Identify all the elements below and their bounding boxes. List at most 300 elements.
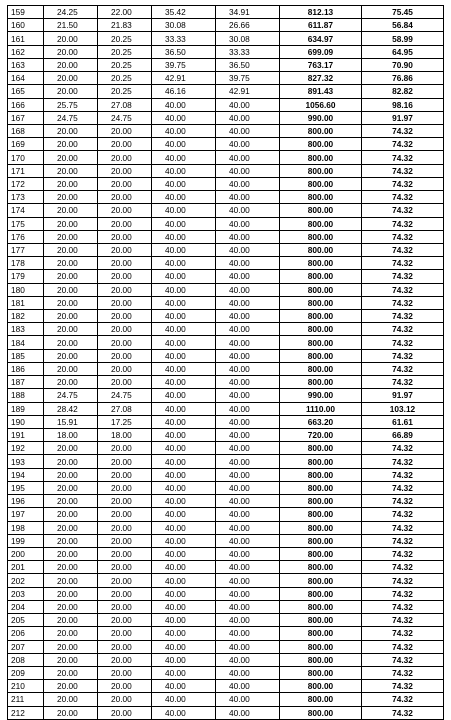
- value-cell: 20.00: [44, 204, 98, 217]
- table-row: [8, 653, 444, 666]
- value-cell: 40.00: [216, 706, 280, 719]
- value-cell: 40.00: [152, 349, 216, 362]
- value-cell: 34.91: [216, 6, 280, 19]
- total-cell: 812.13: [280, 6, 362, 19]
- value-cell: 20.00: [44, 32, 98, 45]
- value-cell: 20.00: [44, 442, 98, 455]
- value-cell: 40.00: [216, 296, 280, 309]
- value-cell: 40.00: [216, 230, 280, 243]
- value-cell: 20.00: [98, 164, 152, 177]
- value-cell: 20.00: [44, 627, 98, 640]
- row-index-cell: 181: [8, 296, 44, 309]
- value-cell: 40.00: [152, 270, 216, 283]
- total-cell: 74.32: [362, 561, 444, 574]
- total-cell: 64.95: [362, 45, 444, 58]
- table-row: [8, 323, 444, 336]
- total-cell: 91.97: [362, 389, 444, 402]
- value-cell: 40.00: [216, 243, 280, 256]
- total-cell: 611.87: [280, 19, 362, 32]
- value-cell: 20.25: [98, 85, 152, 98]
- value-cell: 40.00: [216, 442, 280, 455]
- total-cell: 800.00: [280, 693, 362, 706]
- total-cell: 76.86: [362, 72, 444, 85]
- value-cell: 40.00: [152, 415, 216, 428]
- value-cell: 20.00: [98, 177, 152, 190]
- row-index-cell: 170: [8, 151, 44, 164]
- value-cell: 36.50: [152, 45, 216, 58]
- value-cell: 20.00: [44, 58, 98, 71]
- value-cell: 20.00: [44, 614, 98, 627]
- value-cell: 40.00: [216, 283, 280, 296]
- total-cell: 74.32: [362, 310, 444, 323]
- value-cell: 40.00: [216, 614, 280, 627]
- value-cell: 20.00: [98, 336, 152, 349]
- table-row: [8, 32, 444, 45]
- row-index-cell: 173: [8, 191, 44, 204]
- total-cell: 74.32: [362, 270, 444, 283]
- value-cell: 20.00: [98, 534, 152, 547]
- value-cell: 21.83: [98, 19, 152, 32]
- value-cell: 40.00: [152, 561, 216, 574]
- table-row: [8, 151, 444, 164]
- value-cell: 24.75: [98, 111, 152, 124]
- table-row: [8, 45, 444, 58]
- value-cell: 28.42: [44, 402, 98, 415]
- value-cell: 39.75: [152, 58, 216, 71]
- table-row: [8, 627, 444, 640]
- value-cell: 40.00: [216, 177, 280, 190]
- row-index-cell: 175: [8, 217, 44, 230]
- row-index-cell: 200: [8, 547, 44, 560]
- total-cell: 800.00: [280, 336, 362, 349]
- row-index-cell: 171: [8, 164, 44, 177]
- value-cell: 20.25: [98, 32, 152, 45]
- value-cell: 20.00: [98, 151, 152, 164]
- row-index-cell: 186: [8, 362, 44, 375]
- row-index-cell: 182: [8, 310, 44, 323]
- value-cell: 40.00: [152, 191, 216, 204]
- value-cell: 40.00: [152, 680, 216, 693]
- value-cell: 20.25: [98, 45, 152, 58]
- row-index-cell: 194: [8, 468, 44, 481]
- total-cell: 74.32: [362, 521, 444, 534]
- value-cell: 20.00: [44, 336, 98, 349]
- total-cell: 800.00: [280, 164, 362, 177]
- value-cell: 27.08: [98, 98, 152, 111]
- value-cell: 20.00: [98, 587, 152, 600]
- row-index-cell: 164: [8, 72, 44, 85]
- table-row: [8, 217, 444, 230]
- total-cell: 74.32: [362, 349, 444, 362]
- value-cell: 24.25: [44, 6, 98, 19]
- value-cell: 20.00: [98, 574, 152, 587]
- value-cell: 20.00: [98, 349, 152, 362]
- row-index-cell: 189: [8, 402, 44, 415]
- value-cell: 40.00: [152, 376, 216, 389]
- table-row: [8, 310, 444, 323]
- value-cell: 20.00: [98, 455, 152, 468]
- row-index-cell: 161: [8, 32, 44, 45]
- value-cell: 20.00: [98, 693, 152, 706]
- value-cell: 40.00: [216, 627, 280, 640]
- value-cell: 40.00: [152, 389, 216, 402]
- row-index-cell: 195: [8, 481, 44, 494]
- total-cell: 800.00: [280, 177, 362, 190]
- value-cell: 20.00: [44, 680, 98, 693]
- total-cell: 56.84: [362, 19, 444, 32]
- total-cell: 699.09: [280, 45, 362, 58]
- value-cell: 40.00: [216, 204, 280, 217]
- value-cell: 40.00: [152, 455, 216, 468]
- value-cell: 40.00: [216, 415, 280, 428]
- table-row: [8, 177, 444, 190]
- value-cell: 20.00: [44, 164, 98, 177]
- table-row: [8, 98, 444, 111]
- value-cell: 40.00: [216, 468, 280, 481]
- row-index-cell: 159: [8, 6, 44, 19]
- table-row: [8, 534, 444, 547]
- value-cell: 40.00: [216, 402, 280, 415]
- total-cell: 74.32: [362, 693, 444, 706]
- value-cell: 20.00: [98, 270, 152, 283]
- table-row: [8, 19, 444, 32]
- value-cell: 20.00: [98, 442, 152, 455]
- value-cell: 20.00: [44, 376, 98, 389]
- table-row: [8, 270, 444, 283]
- value-cell: 42.91: [152, 72, 216, 85]
- value-cell: 40.00: [216, 98, 280, 111]
- value-cell: 20.00: [98, 706, 152, 719]
- value-cell: 40.00: [216, 600, 280, 613]
- total-cell: 74.32: [362, 706, 444, 719]
- value-cell: 40.00: [216, 481, 280, 494]
- row-index-cell: 210: [8, 680, 44, 693]
- total-cell: 990.00: [280, 111, 362, 124]
- total-cell: 800.00: [280, 230, 362, 243]
- total-cell: 74.32: [362, 442, 444, 455]
- value-cell: 20.00: [98, 627, 152, 640]
- row-index-cell: 163: [8, 58, 44, 71]
- total-cell: 82.82: [362, 85, 444, 98]
- table-row: [8, 561, 444, 574]
- value-cell: 20.00: [98, 614, 152, 627]
- total-cell: 800.00: [280, 217, 362, 230]
- value-cell: 30.08: [152, 19, 216, 32]
- value-cell: 20.00: [98, 376, 152, 389]
- value-cell: 40.00: [216, 257, 280, 270]
- value-cell: 35.42: [152, 6, 216, 19]
- row-index-cell: 192: [8, 442, 44, 455]
- value-cell: 20.00: [98, 481, 152, 494]
- row-index-cell: 209: [8, 666, 44, 679]
- table-row: [8, 429, 444, 442]
- value-cell: 24.75: [44, 111, 98, 124]
- row-index-cell: 196: [8, 495, 44, 508]
- total-cell: 74.32: [362, 508, 444, 521]
- value-cell: 40.00: [152, 640, 216, 653]
- row-index-cell: 178: [8, 257, 44, 270]
- value-cell: 40.00: [152, 164, 216, 177]
- total-cell: 74.32: [362, 666, 444, 679]
- total-cell: 74.32: [362, 640, 444, 653]
- value-cell: 20.00: [44, 574, 98, 587]
- value-cell: 20.00: [44, 230, 98, 243]
- total-cell: 800.00: [280, 362, 362, 375]
- total-cell: 800.00: [280, 614, 362, 627]
- row-index-cell: 185: [8, 349, 44, 362]
- total-cell: 74.32: [362, 600, 444, 613]
- row-index-cell: 172: [8, 177, 44, 190]
- table-row: [8, 600, 444, 613]
- row-index-cell: 168: [8, 124, 44, 137]
- value-cell: 33.33: [216, 45, 280, 58]
- value-cell: 40.00: [216, 561, 280, 574]
- total-cell: 800.00: [280, 191, 362, 204]
- value-cell: 20.00: [98, 495, 152, 508]
- total-cell: 763.17: [280, 58, 362, 71]
- total-cell: 800.00: [280, 521, 362, 534]
- value-cell: 40.00: [152, 600, 216, 613]
- row-index-cell: 184: [8, 336, 44, 349]
- row-index-cell: 211: [8, 693, 44, 706]
- value-cell: 20.00: [44, 455, 98, 468]
- value-cell: 20.00: [98, 653, 152, 666]
- value-cell: 40.00: [152, 653, 216, 666]
- value-cell: 20.00: [98, 124, 152, 137]
- value-cell: 20.00: [98, 680, 152, 693]
- total-cell: 800.00: [280, 310, 362, 323]
- value-cell: 40.00: [152, 574, 216, 587]
- value-cell: 20.00: [44, 653, 98, 666]
- table-row: [8, 72, 444, 85]
- value-cell: 20.00: [98, 296, 152, 309]
- total-cell: 74.32: [362, 627, 444, 640]
- value-cell: 40.00: [216, 349, 280, 362]
- value-cell: 40.00: [216, 455, 280, 468]
- data-table: [7, 5, 444, 720]
- value-cell: 20.00: [98, 257, 152, 270]
- value-cell: 33.33: [152, 32, 216, 45]
- table-row: [8, 111, 444, 124]
- value-cell: 20.00: [44, 177, 98, 190]
- value-cell: 20.00: [44, 600, 98, 613]
- value-cell: 20.00: [44, 521, 98, 534]
- value-cell: 17.25: [98, 415, 152, 428]
- value-cell: 20.00: [44, 640, 98, 653]
- total-cell: 74.32: [362, 296, 444, 309]
- total-cell: 800.00: [280, 257, 362, 270]
- value-cell: 26.66: [216, 19, 280, 32]
- total-cell: 800.00: [280, 574, 362, 587]
- value-cell: 30.08: [216, 32, 280, 45]
- value-cell: 40.00: [152, 243, 216, 256]
- row-index-cell: 162: [8, 45, 44, 58]
- value-cell: 40.00: [216, 151, 280, 164]
- value-cell: 22.00: [98, 6, 152, 19]
- value-cell: 40.00: [216, 547, 280, 560]
- value-cell: 20.00: [44, 693, 98, 706]
- total-cell: 74.32: [362, 653, 444, 666]
- total-cell: 800.00: [280, 481, 362, 494]
- row-index-cell: 166: [8, 98, 44, 111]
- value-cell: 20.00: [98, 217, 152, 230]
- total-cell: 74.32: [362, 455, 444, 468]
- row-index-cell: 174: [8, 204, 44, 217]
- value-cell: 40.00: [216, 429, 280, 442]
- row-index-cell: 206: [8, 627, 44, 640]
- table-row: [8, 547, 444, 560]
- table-row: [8, 376, 444, 389]
- table-row: [8, 6, 444, 19]
- value-cell: 20.00: [44, 243, 98, 256]
- table-row: [8, 666, 444, 679]
- value-cell: 20.00: [44, 362, 98, 375]
- total-cell: 74.32: [362, 257, 444, 270]
- value-cell: 20.00: [98, 468, 152, 481]
- total-cell: 74.32: [362, 164, 444, 177]
- value-cell: 21.50: [44, 19, 98, 32]
- total-cell: 74.32: [362, 481, 444, 494]
- table-row: [8, 693, 444, 706]
- value-cell: 20.00: [98, 666, 152, 679]
- value-cell: 40.00: [216, 666, 280, 679]
- value-cell: 20.00: [44, 124, 98, 137]
- value-cell: 40.00: [152, 666, 216, 679]
- table-row: [8, 614, 444, 627]
- value-cell: 40.00: [152, 547, 216, 560]
- value-cell: 20.00: [98, 521, 152, 534]
- value-cell: 20.00: [44, 310, 98, 323]
- table-row: [8, 442, 444, 455]
- value-cell: 24.75: [98, 389, 152, 402]
- value-cell: 20.00: [98, 600, 152, 613]
- row-index-cell: 205: [8, 614, 44, 627]
- table-row: [8, 138, 444, 151]
- total-cell: 74.32: [362, 323, 444, 336]
- total-cell: 74.32: [362, 243, 444, 256]
- value-cell: 20.00: [44, 257, 98, 270]
- value-cell: 25.75: [44, 98, 98, 111]
- total-cell: 800.00: [280, 204, 362, 217]
- value-cell: 40.00: [152, 481, 216, 494]
- total-cell: 74.32: [362, 124, 444, 137]
- value-cell: 20.00: [44, 349, 98, 362]
- total-cell: 74.32: [362, 362, 444, 375]
- row-index-cell: 197: [8, 508, 44, 521]
- value-cell: 20.00: [98, 323, 152, 336]
- row-index-cell: 165: [8, 85, 44, 98]
- total-cell: 800.00: [280, 283, 362, 296]
- value-cell: 20.00: [98, 561, 152, 574]
- total-cell: 1056.60: [280, 98, 362, 111]
- value-cell: 27.08: [98, 402, 152, 415]
- total-cell: 800.00: [280, 495, 362, 508]
- total-cell: 891.43: [280, 85, 362, 98]
- value-cell: 20.00: [98, 547, 152, 560]
- row-index-cell: 187: [8, 376, 44, 389]
- total-cell: 800.00: [280, 680, 362, 693]
- row-index-cell: 199: [8, 534, 44, 547]
- row-index-cell: 190: [8, 415, 44, 428]
- total-cell: 800.00: [280, 138, 362, 151]
- row-index-cell: 169: [8, 138, 44, 151]
- row-index-cell: 202: [8, 574, 44, 587]
- value-cell: 40.00: [152, 217, 216, 230]
- total-cell: 74.32: [362, 574, 444, 587]
- total-cell: 61.61: [362, 415, 444, 428]
- value-cell: 20.00: [98, 230, 152, 243]
- total-cell: 800.00: [280, 508, 362, 521]
- table-row: [8, 468, 444, 481]
- total-cell: 800.00: [280, 561, 362, 574]
- total-cell: 827.32: [280, 72, 362, 85]
- table-row: [8, 283, 444, 296]
- table-row: [8, 124, 444, 137]
- total-cell: 74.32: [362, 680, 444, 693]
- total-cell: 74.32: [362, 587, 444, 600]
- value-cell: 20.00: [44, 85, 98, 98]
- table-row: [8, 415, 444, 428]
- value-cell: 40.00: [152, 336, 216, 349]
- value-cell: 40.00: [152, 310, 216, 323]
- value-cell: 20.00: [44, 72, 98, 85]
- total-cell: 74.32: [362, 191, 444, 204]
- value-cell: 40.00: [216, 640, 280, 653]
- value-cell: 20.00: [98, 191, 152, 204]
- value-cell: 40.00: [152, 323, 216, 336]
- total-cell: 800.00: [280, 124, 362, 137]
- table-row: [8, 85, 444, 98]
- value-cell: 20.00: [98, 310, 152, 323]
- row-index-cell: 208: [8, 653, 44, 666]
- value-cell: 20.00: [44, 191, 98, 204]
- total-cell: 720.00: [280, 429, 362, 442]
- value-cell: 40.00: [216, 521, 280, 534]
- table-row: [8, 508, 444, 521]
- value-cell: 20.00: [44, 666, 98, 679]
- value-cell: 15.91: [44, 415, 98, 428]
- value-cell: 36.50: [216, 58, 280, 71]
- row-index-cell: 180: [8, 283, 44, 296]
- total-cell: 663.20: [280, 415, 362, 428]
- value-cell: 40.00: [152, 124, 216, 137]
- value-cell: 40.00: [152, 362, 216, 375]
- table-row: [8, 336, 444, 349]
- value-cell: 20.00: [98, 508, 152, 521]
- table-row: [8, 455, 444, 468]
- table-row: [8, 191, 444, 204]
- total-cell: 58.99: [362, 32, 444, 45]
- total-cell: 800.00: [280, 243, 362, 256]
- total-cell: 74.32: [362, 495, 444, 508]
- value-cell: 40.00: [152, 508, 216, 521]
- value-cell: 40.00: [152, 296, 216, 309]
- value-cell: 40.00: [216, 693, 280, 706]
- row-index-cell: 179: [8, 270, 44, 283]
- total-cell: 990.00: [280, 389, 362, 402]
- table-row: [8, 495, 444, 508]
- value-cell: 40.00: [216, 495, 280, 508]
- total-cell: 800.00: [280, 455, 362, 468]
- value-cell: 40.00: [216, 323, 280, 336]
- value-cell: 40.00: [216, 653, 280, 666]
- value-cell: 20.00: [44, 706, 98, 719]
- value-cell: 40.00: [152, 495, 216, 508]
- row-index-cell: 204: [8, 600, 44, 613]
- total-cell: 800.00: [280, 323, 362, 336]
- table-row: [8, 574, 444, 587]
- value-cell: 40.00: [152, 151, 216, 164]
